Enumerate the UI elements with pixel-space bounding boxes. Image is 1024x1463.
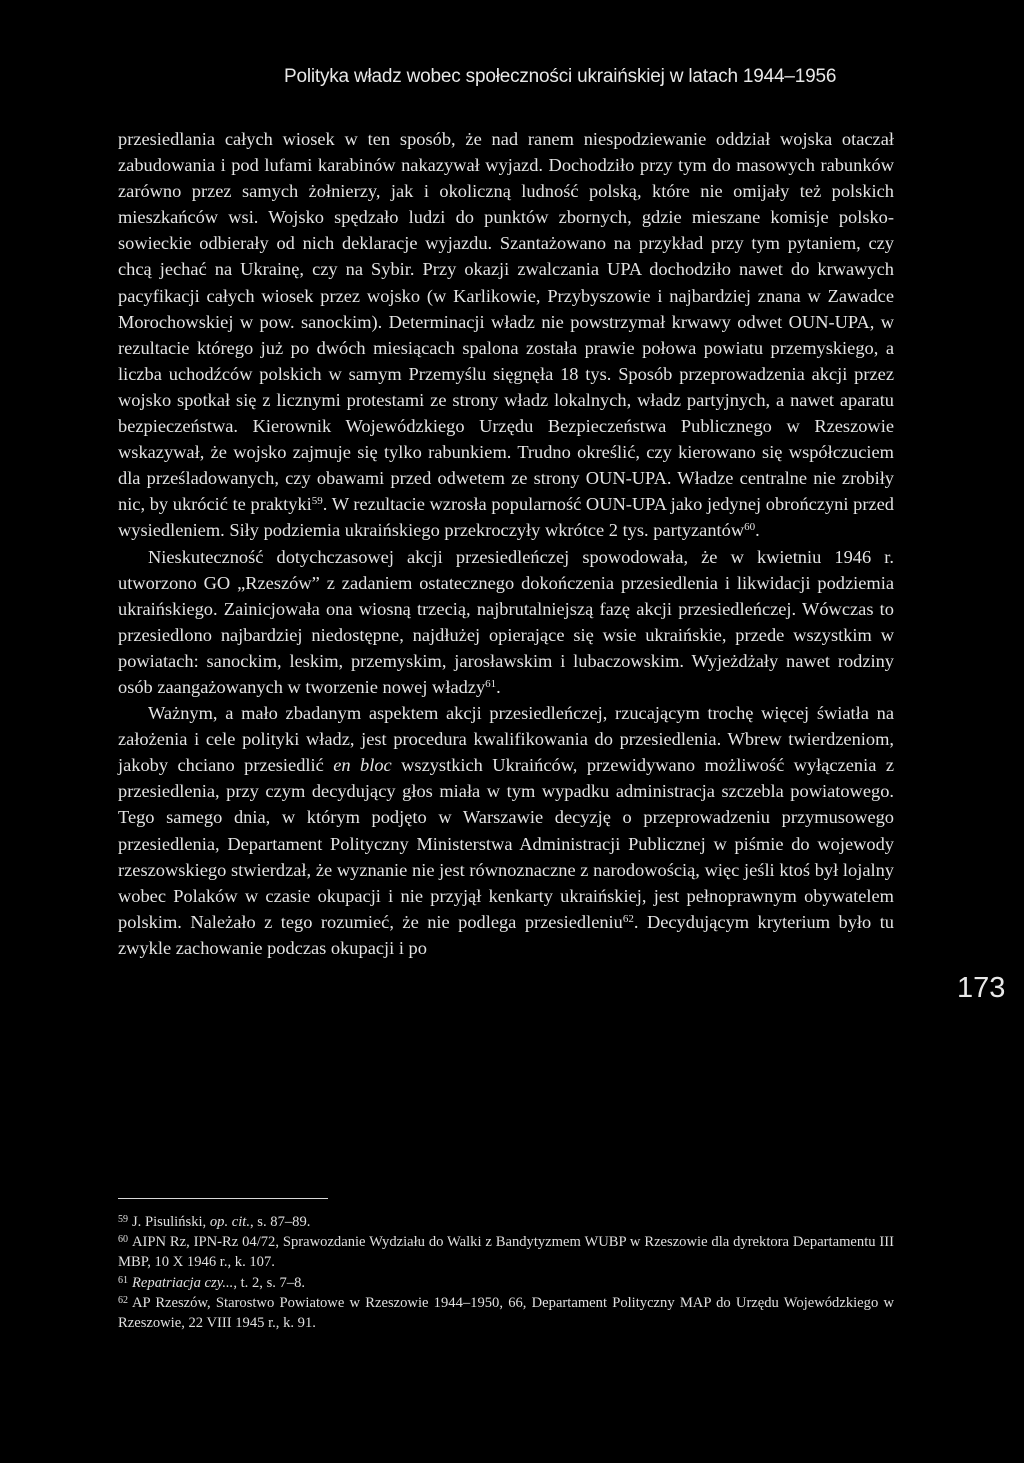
footnote [118, 1273, 894, 1293]
footnote-ref: 59 [311, 495, 323, 508]
footnote-number: 59 [118, 1214, 128, 1225]
footnote [118, 1293, 894, 1333]
text-run: Ważnym, a mało zbadanym aspektem akcji przesiedleńczej, rzucającym trochę więcej światła na założenia i cele polityki władz, jest procedura kwalifikowania do przesiedlenia. Wbrew twierdzeniom, jakoby chciano przesiedlić [118, 703, 894, 776]
text-run: Nieskuteczność dotychczasowej akcji przesiedleńczej spowodowała, że w kwietniu 1946 r. utworzono GO „Rzeszów” z zadaniem ostatecznego dokończenia przesiedlenia i likwidacji podziemia ukraińskiego. Zainicjowała ona wiosną trzecią, najbrutalniejszą fazę akcji przesiedleńczej. Wówczas to przesiedlono najbardziej niedostępne, najdłużej opierające się wsie ukraińskie, przede wszystkim w powiatach: sanockim, leskim, przemyskim, jarosławskim i lubaczowskim. Wyjeżdżały nawet rodziny osób zaangażowanych w tworzenie nowej władzy [118, 546, 894, 697]
footnotes [118, 1212, 894, 1333]
running-header: Polityka władz wobec społeczności ukraińskiej w latach 1944–1956 [284, 66, 837, 87]
footnote-number: 60 [118, 1234, 128, 1246]
footnote-ref: 61 [485, 677, 497, 690]
page-number: 173 [957, 972, 1006, 1004]
text-run: . [496, 676, 501, 697]
footnote-ref: 62 [622, 912, 634, 925]
text-run: wszystkich Ukraińców, przewidywano możliwość wyłączenia z przesiedlenia, przy czym decydujący głos miała w tym wypadku administracja szczebla powiatowego. Tego samego dnia, w którym podjęto w Warszawie decyzję o przeprowadzeniu przymusowego przesiedlenia, Departament Polityczny Ministerstwa Administracji Publicznej w piśmie do wojewody rzeszowskiego stwierdzał, że wyznanie nie jest równoznaczne z narodowością, więc jeśli ktoś był lojalny wobec Polaków w czasie okupacji i nie przyjął kenkarty ukraińskiej, jest pełnoprawnym obywatelem polskim. Należało z tego rozumieć, że nie podlega przesiedleniu [118, 755, 894, 932]
paragraph [118, 126, 894, 544]
text-run: , s. 87–89. [250, 1214, 311, 1230]
text-run: . W rezultacie wzrosła popularność OUN-UPA jako jedynej obrończyni przed wysiedleniem. Siły podziemia ukraińskiego przekroczyły wkrótce 2 tys. partyzantów [118, 494, 894, 541]
italic-text: en bloc [333, 755, 392, 776]
text-run: AIPN Rz, IPN-Rz 04/72, Sprawozdanie Wydziału do Walki z Bandytyzmem WUBP w Rzeszowie dla dyrektora Departamentu III MBP, 10 X 1946 r., k. 107. [118, 1234, 894, 1271]
italic-text: op. cit. [209, 1214, 250, 1230]
footnote-ref: 60 [744, 521, 756, 534]
footnote-number: 62 [118, 1294, 128, 1306]
text-run: . Decydującym kryterium było tu zwykle zachowanie podczas okupacji i po [118, 911, 895, 958]
text-run: , t. 2, s. 7–8. [233, 1274, 306, 1291]
footnote [118, 1232, 894, 1272]
text-run: J. Pisuliński, [132, 1214, 210, 1230]
footnote-number: 61 [118, 1274, 128, 1286]
footnote [118, 1212, 894, 1232]
text-run: . [755, 520, 760, 541]
paragraph [118, 544, 894, 701]
text-run: przesiedlania całych wiosek w ten sposób, że nad ranem niespodziewanie oddział wojska otaczał zabudowania i pod lufami karabinów nakazywał wyjazd. Dochodziło przy tym do masowych rabunków zarówno przez samych żołnierzy, jak i okoliczną ludność polską, które nie omijały też polskich mieszkańców wsi. Wojsko spędzało ludzi do punktów zbornych, gdzie mieszane komisje polsko-sowieckie odbierały od nich deklaracje wyjazdu. Szantażowano na przykład przy tym pytaniem, czy chcą jechać na Ukrainę, czy na Sybir. Przy okazji zwalczania UPA dochodziło nawet do krwawych pacyfikacji całych wiosek przez wojsko (w Karlikowie, Przybyszowie i najbardziej znana w Zawadce Morochowskiej w pow. sanockim). Determinacji władz nie powstrzymał krwawy odwet OUN-UPA, w rezultacie którego już po dwóch miesiącach spalona została prawie połowa powiatu przemyskiego, a liczba uchodźców polskich w samym Przemyślu sięgnęła 18 tys. Sposób przeprowadzenia akcji przez wojsko spotkał się z licznymi protestami ze strony władz lokalnych, władz partyjnych, a nawet aparatu bezpieczeństwa. Kierownik Wojewódzkiego Urzędu Bezpieczeństwa Publicznego w Rzeszowie wskazywał, że wojsko zajmuje się tylko rabunkiem. Trudno określić, czy kierowano się współczuciem dla prześladowanych, czy obawami przed odwetem ze strony OUN-UPA. Władze centralne nie zrobiły nic, by ukrócić te praktyki [118, 129, 894, 515]
text-run: AP Rzeszów, Starostwo Powiatowe w Rzeszowie 1944–1950, 66, Departament Polityczny MAP do Urzędu Wojewódzkiego w Rzeszowie, 22 VIII 1945 r., k. 91. [118, 1294, 894, 1332]
italic-text: Repatriacja czy... [132, 1274, 234, 1291]
paragraph [118, 700, 894, 961]
footnote-divider [118, 1198, 328, 1199]
body-text [118, 126, 894, 961]
